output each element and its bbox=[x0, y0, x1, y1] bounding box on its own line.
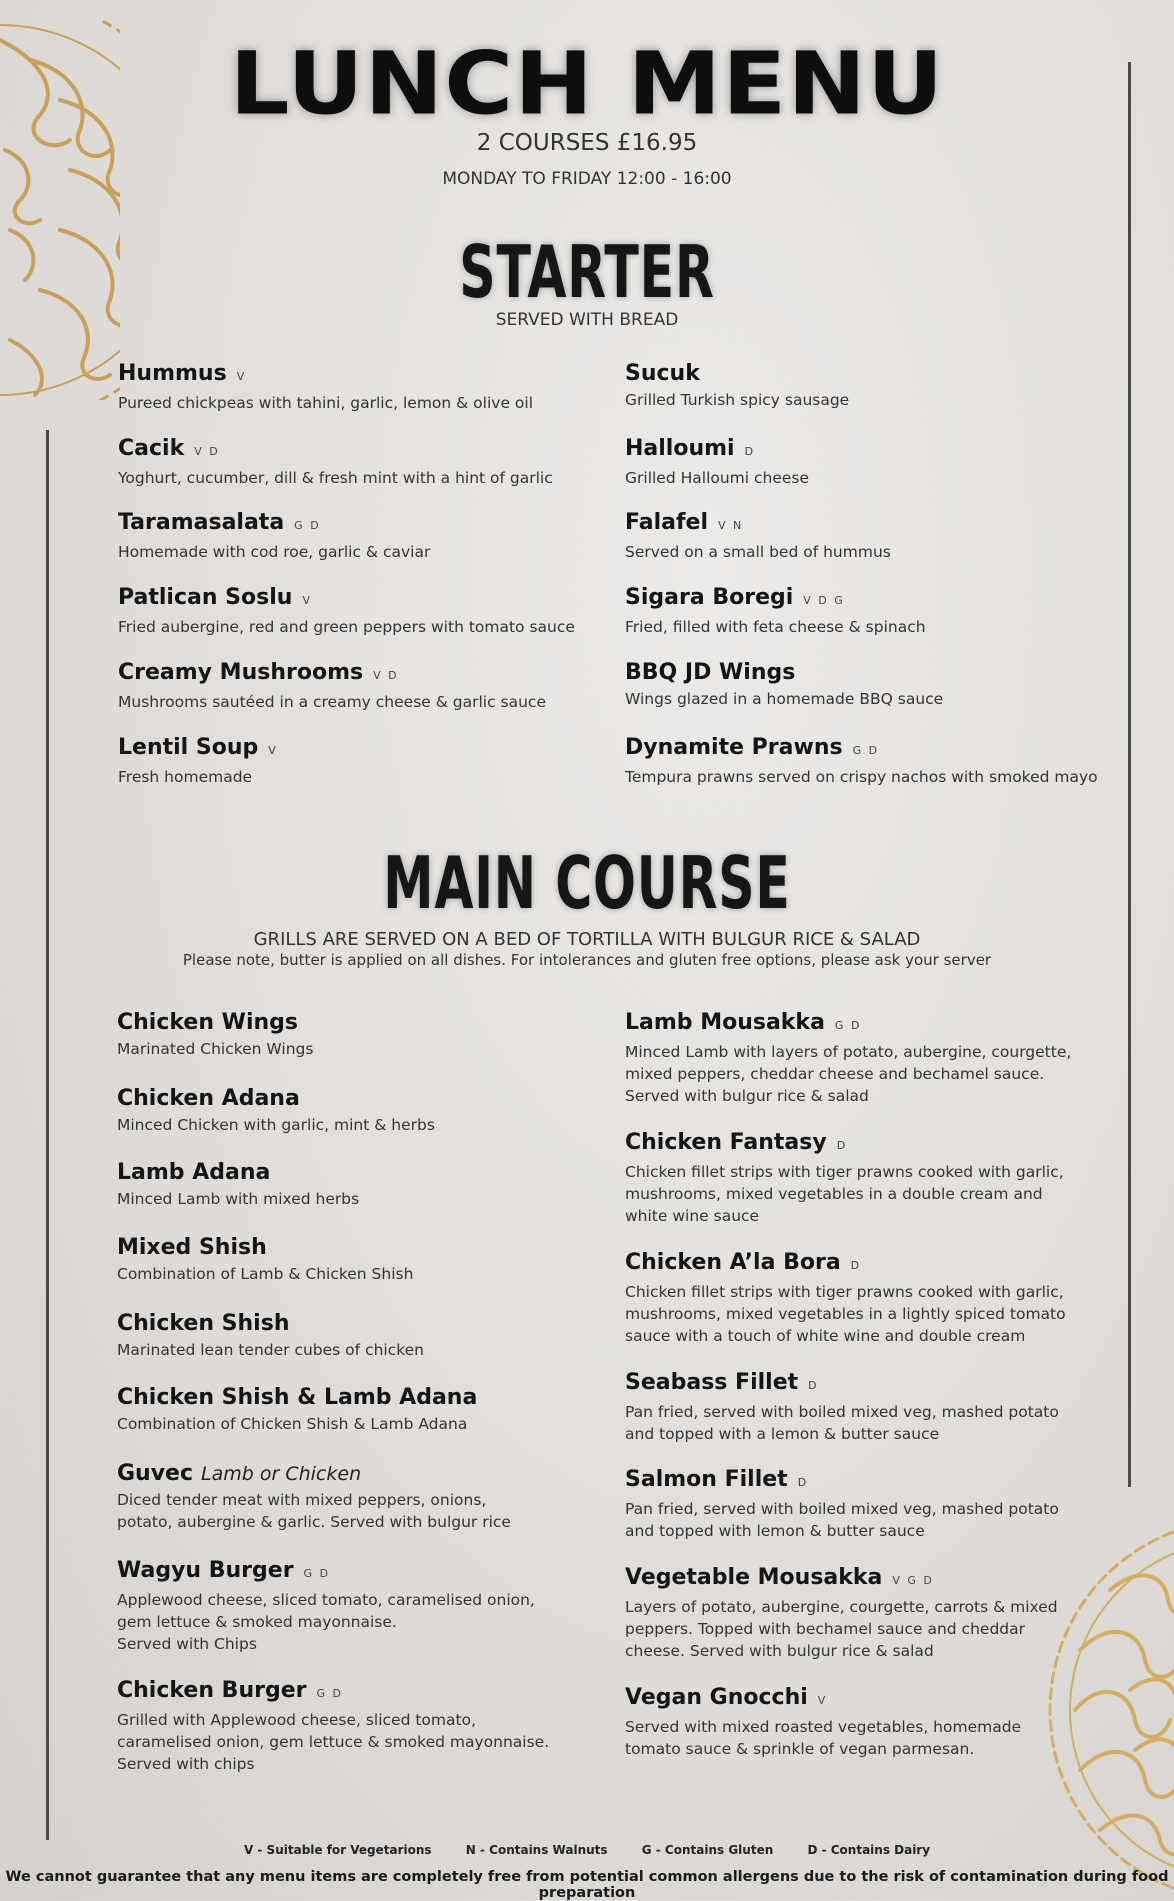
menu-item-row bbox=[117, 1384, 617, 1412]
menu-item-name: Sucuk bbox=[625, 361, 700, 386]
menu-item-description: Applewood cheese, sliced tomato, caramelised onion, gem lettuce & smoked mayonnaise. Served with Chips bbox=[117, 1591, 535, 1653]
menu-item-row bbox=[118, 435, 618, 466]
menu-item-row bbox=[117, 1085, 617, 1113]
menu-item-name: Chicken Adana bbox=[117, 1086, 300, 1111]
menu-item bbox=[117, 1677, 617, 1775]
menu-item-description: Grilled with Applewood cheese, sliced tomato, caramelised onion, gem lettuce & smoked mayonnaise. Served with chips bbox=[117, 1711, 550, 1773]
menu-item bbox=[118, 734, 618, 788]
menu-item-description: Pan fried, served with boiled mixed veg, mashed potato and topped with a lemon & butter sauce bbox=[625, 1403, 1059, 1443]
menu-item-name: Cacik bbox=[118, 436, 185, 461]
menu-item-description: Fried, filled with feta cheese & spinach bbox=[625, 618, 926, 636]
menu-item-row bbox=[117, 1677, 617, 1708]
menu-item-name: Halloumi bbox=[625, 436, 735, 461]
dietary-tag: V D bbox=[194, 445, 220, 458]
menu-item bbox=[625, 734, 1125, 788]
allergen-disclaimer: We cannot guarantee that any menu items are completely free from potential common allergens due to the risk of contamination during food preparation bbox=[5, 1869, 1169, 1901]
menu-item-name: Lamb Adana bbox=[117, 1160, 271, 1185]
dietary-tag: V G D bbox=[892, 1574, 934, 1587]
menu-item-row bbox=[625, 1369, 1125, 1400]
menu-item-description: Tempura prawns served on crispy nachos with smoked mayo bbox=[625, 768, 1098, 786]
menu-item-description: Diced tender meat with mixed peppers, onions, potato, aubergine & garlic. Served with bulgur rice bbox=[117, 1491, 511, 1531]
menu-item bbox=[118, 435, 618, 489]
menu-item-description: Marinated lean tender cubes of chicken bbox=[117, 1341, 425, 1359]
menu-item-name: Seabass Fillet bbox=[625, 1370, 799, 1395]
menu-item-row bbox=[625, 734, 1125, 765]
menu-item-description: Minced Lamb with layers of potato, aubergine, courgette, mixed peppers, cheddar cheese and bechamel sauce. Served with bulgur rice & salad bbox=[625, 1043, 1072, 1105]
menu-item-name: Salmon Fillet bbox=[625, 1467, 788, 1492]
menu-item-description: Homemade with cod roe, garlic & caviar bbox=[118, 543, 431, 561]
menu-item-description: Combination of Lamb & Chicken Shish bbox=[117, 1265, 414, 1283]
menu-item bbox=[625, 1684, 1125, 1760]
menu-item bbox=[117, 1009, 617, 1060]
right-rule-line bbox=[1128, 62, 1131, 1487]
legend-gluten: G - Contains Gluten bbox=[641, 1843, 774, 1857]
dietary-tag: D bbox=[836, 1139, 848, 1152]
menu-item-description: Wings glazed in a homemade BBQ sauce bbox=[625, 690, 944, 708]
menu-item bbox=[117, 1557, 617, 1655]
menu-item-description: Chicken fillet strips with tiger prawns cooked with garlic, mushrooms, mixed vegetables in a double cream and white wine sauce bbox=[625, 1163, 1064, 1225]
price-line: 2 COURSES £16.95 bbox=[476, 130, 698, 156]
menu-item-description: Yoghurt, cucumber, dill & fresh mint with a hint of garlic bbox=[118, 469, 553, 487]
menu-item-description: Marinated Chicken Wings bbox=[117, 1040, 314, 1058]
menu-item-description: Grilled Halloumi cheese bbox=[625, 469, 810, 487]
menu-item-row bbox=[625, 1129, 1125, 1160]
menu-item-description: Pureed chickpeas with tahini, garlic, lemon & olive oil bbox=[118, 394, 534, 412]
page-title: LUNCH MENU bbox=[229, 34, 945, 135]
menu-item-name: Sigara Boregi bbox=[625, 585, 794, 610]
menu-item bbox=[625, 584, 1125, 638]
dietary-tag: V D bbox=[373, 669, 399, 682]
menu-item bbox=[117, 1460, 617, 1533]
menu-item bbox=[117, 1159, 617, 1210]
menu-item-row bbox=[625, 1009, 1125, 1040]
dietary-tag: V bbox=[302, 594, 312, 607]
menu-item-name: Chicken Burger bbox=[117, 1678, 307, 1703]
dietary-tag: V bbox=[236, 370, 247, 383]
menu-item bbox=[625, 1369, 1125, 1445]
menu-item-name: Dynamite Prawns bbox=[625, 735, 843, 760]
menu-item bbox=[625, 360, 1125, 411]
menu-item bbox=[625, 1009, 1125, 1107]
menu-item bbox=[117, 1310, 617, 1361]
dietary-tag: G D bbox=[294, 519, 321, 532]
dietary-tag: V D G bbox=[803, 594, 845, 607]
menu-item-name: Lamb Mousakka bbox=[625, 1010, 825, 1035]
legend-dairy: D - Contains Dairy bbox=[807, 1843, 931, 1857]
menu-item-name: Vegetable Mousakka bbox=[625, 1565, 883, 1590]
menu-item-name: Vegan Gnocchi bbox=[625, 1685, 808, 1710]
menu-item-name: Chicken Fantasy bbox=[625, 1130, 827, 1155]
menu-item bbox=[118, 509, 618, 563]
menu-item bbox=[625, 1564, 1125, 1662]
menu-item-row bbox=[625, 1249, 1125, 1280]
main-course-note: Please note, butter is applied on all dishes. For intolerances and gluten free options, please ask your server bbox=[182, 951, 992, 969]
menu-item-description: Minced Lamb with mixed herbs bbox=[117, 1190, 360, 1208]
opening-hours: MONDAY TO FRIDAY 12:00 - 16:00 bbox=[442, 169, 732, 189]
dietary-tag: D bbox=[850, 1259, 862, 1272]
menu-item-row bbox=[117, 1310, 617, 1338]
menu-item bbox=[625, 509, 1125, 563]
left-rule-line bbox=[46, 430, 49, 1840]
menu-item-row bbox=[118, 509, 618, 540]
menu-item-description: Mushrooms sautéed in a creamy cheese & garlic sauce bbox=[118, 693, 546, 711]
menu-item-description: Grilled Turkish spicy sausage bbox=[625, 391, 850, 409]
main-course-heading: MAIN COURSE bbox=[383, 841, 791, 925]
dietary-tag: V bbox=[817, 1694, 828, 1707]
menu-item-row bbox=[117, 1009, 617, 1037]
menu-item bbox=[118, 584, 618, 638]
menu-item bbox=[117, 1234, 617, 1285]
menu-item-description: Pan fried, served with boiled mixed veg, mashed potato and topped with lemon & butter sauce bbox=[625, 1500, 1059, 1540]
allergen-legend bbox=[0, 1843, 1174, 1857]
menu-item-name: Taramasalata bbox=[118, 510, 285, 535]
menu-item-description: Minced Chicken with garlic, mint & herbs bbox=[117, 1116, 435, 1134]
dietary-tag: D bbox=[797, 1476, 809, 1489]
dietary-tag: V bbox=[268, 744, 278, 757]
menu-item-name: Creamy Mushrooms bbox=[118, 660, 364, 685]
menu-item bbox=[625, 1466, 1125, 1542]
main-course-subtitle: GRILLS ARE SERVED ON A BED OF TORTILLA WITH BULGUR RICE & SALAD bbox=[253, 929, 921, 950]
menu-item bbox=[625, 659, 1125, 710]
menu-item-name: Wagyu Burger bbox=[117, 1558, 294, 1583]
menu-item-description: Fried aubergine, red and green peppers with tomato sauce bbox=[118, 618, 575, 636]
menu-item-row bbox=[625, 1466, 1125, 1497]
menu-item-row bbox=[625, 584, 1125, 615]
menu-item-description: Chicken fillet strips with tiger prawns cooked with garlic, mushrooms, mixed vegetables in a lightly spiced tomato sauce with a touch of white wine and double cream bbox=[625, 1283, 1066, 1345]
menu-item-row bbox=[118, 659, 618, 690]
menu-item-name: BBQ JD Wings bbox=[625, 660, 796, 685]
dietary-tag: D bbox=[744, 445, 756, 458]
starter-heading: STARTER bbox=[459, 230, 715, 314]
menu-item-row bbox=[625, 659, 1125, 687]
menu-item bbox=[117, 1384, 617, 1435]
menu-item-name: Chicken Wings bbox=[117, 1010, 298, 1035]
menu-item-row bbox=[117, 1557, 617, 1588]
menu-item-name: Guvec bbox=[117, 1461, 194, 1486]
menu-item-row bbox=[625, 360, 1125, 388]
menu-item bbox=[117, 1085, 617, 1136]
menu-item-row bbox=[625, 1564, 1125, 1595]
menu-item-row bbox=[118, 734, 618, 765]
dietary-tag: G D bbox=[316, 1687, 343, 1700]
menu-item-row bbox=[118, 584, 618, 615]
legend-walnuts: N - Contains Walnuts bbox=[465, 1843, 608, 1857]
menu-item-name: Hummus bbox=[118, 361, 227, 386]
menu-item-name: Chicken Shish bbox=[117, 1311, 290, 1336]
menu-item-description: Fresh homemade bbox=[118, 768, 253, 786]
menu-item-row bbox=[625, 509, 1125, 540]
dietary-tag: G D bbox=[852, 744, 880, 757]
menu-item-row bbox=[117, 1234, 617, 1262]
menu-item-row bbox=[117, 1159, 617, 1187]
menu-item-name: Mixed Shish bbox=[117, 1235, 267, 1260]
legend-vegetarian: V - Suitable for Vegetarions bbox=[243, 1843, 432, 1857]
menu-item-description: Served on a small bed of hummus bbox=[625, 543, 891, 561]
menu-item bbox=[625, 1129, 1125, 1227]
menu-item-name: Falafel bbox=[625, 510, 709, 535]
menu-item-row bbox=[118, 360, 618, 391]
starter-subtitle: SERVED WITH BREAD bbox=[495, 310, 679, 330]
menu-item-row bbox=[625, 1684, 1125, 1715]
menu-item-row bbox=[625, 435, 1125, 466]
menu-item-name: Chicken A’la Bora bbox=[625, 1250, 841, 1275]
menu-item bbox=[118, 659, 618, 713]
menu-item-name: Lentil Soup bbox=[118, 735, 259, 760]
dietary-tag: D bbox=[808, 1379, 819, 1392]
dietary-tag: G D bbox=[834, 1019, 862, 1032]
menu-item-name: Chicken Shish & Lamb Adana bbox=[117, 1385, 478, 1410]
menu-item-description: Combination of Chicken Shish & Lamb Adana bbox=[117, 1415, 468, 1433]
menu-item bbox=[625, 1249, 1125, 1347]
menu-item-name: Patlican Soslu bbox=[118, 585, 293, 610]
menu-item-description: Served with mixed roasted vegetables, homemade tomato sauce & sprinkle of vegan parmesan. bbox=[625, 1718, 1022, 1758]
menu-item bbox=[118, 360, 618, 414]
menu-item bbox=[625, 435, 1125, 489]
menu-item-description: Layers of potato, aubergine, courgette, carrots & mixed peppers. Topped with bechamel sauce and cheddar cheese. Served with bulgur rice & salad bbox=[625, 1598, 1058, 1660]
dietary-tag: G D bbox=[303, 1567, 331, 1580]
menu-item-row bbox=[117, 1460, 617, 1488]
dietary-tag: V N bbox=[718, 519, 744, 532]
menu-item-option: Lamb or Chicken bbox=[201, 1463, 362, 1485]
